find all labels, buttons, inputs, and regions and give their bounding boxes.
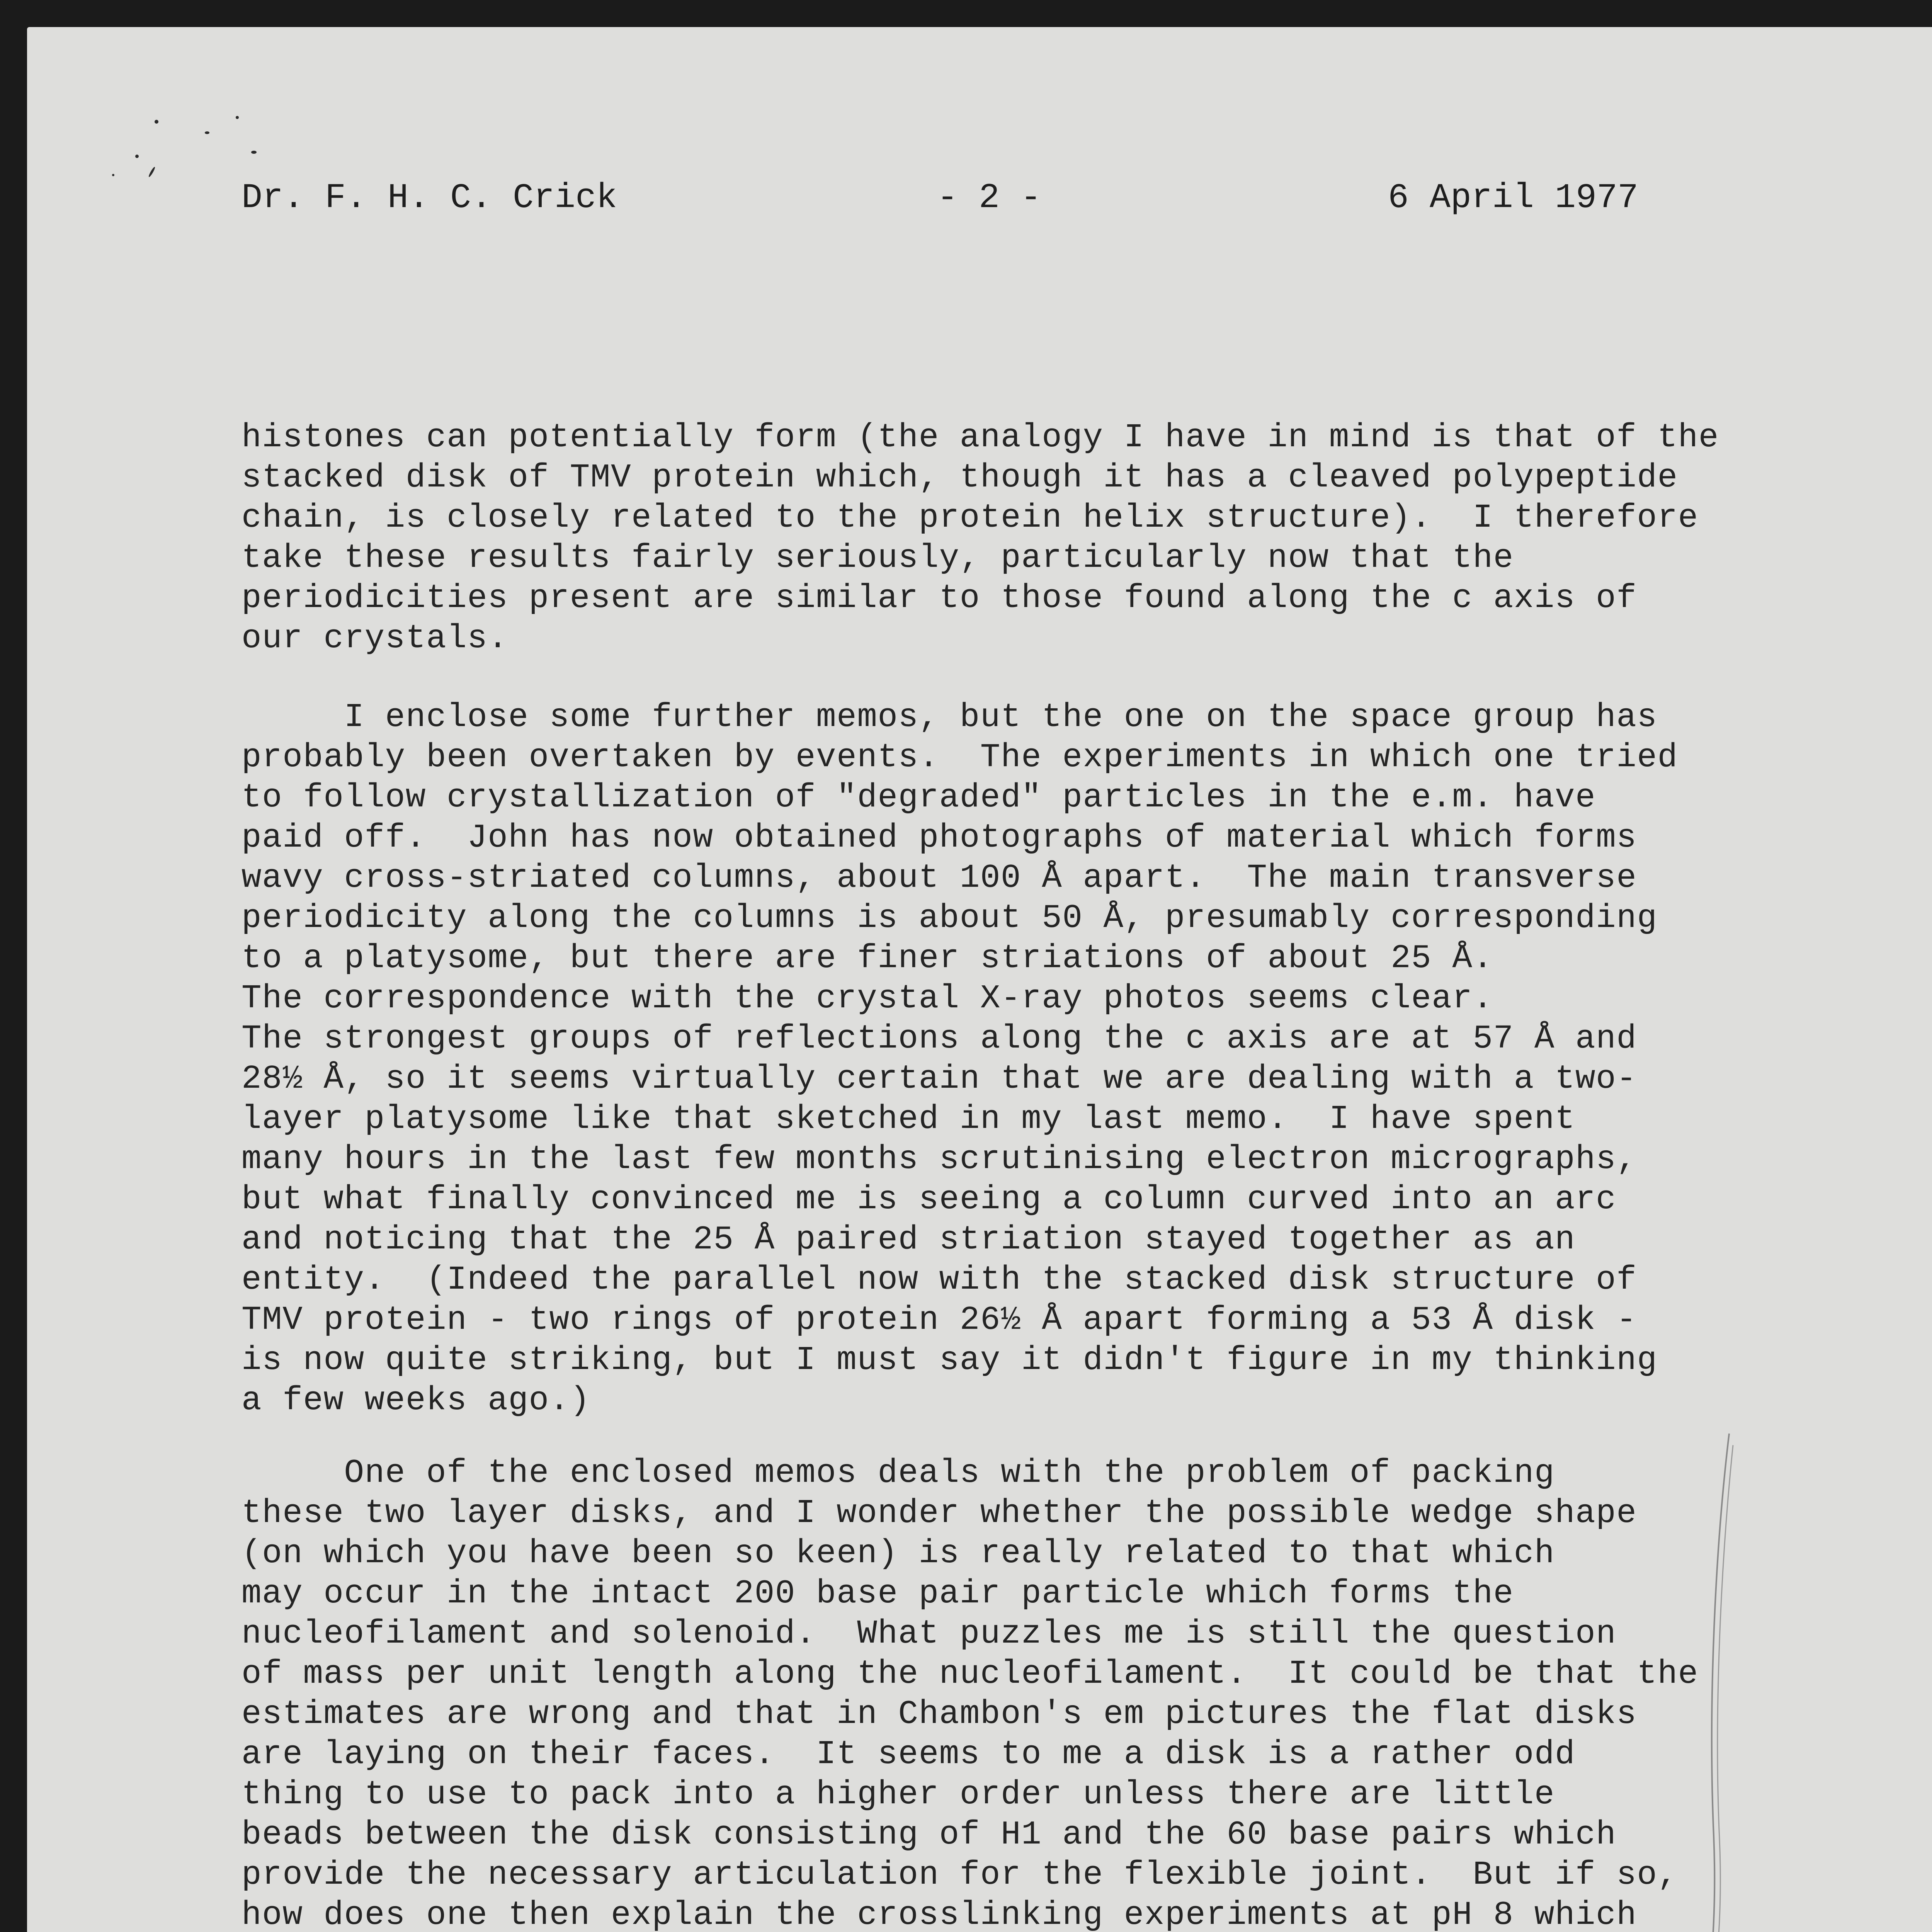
letter-header <box>242 179 1638 221</box>
text-line: periodicity along the columns is about 50 Å, presumably corresponding <box>242 899 1658 937</box>
text-line: provide the necessary articulation for the flexible joint. But if so, <box>242 1856 1678 1894</box>
text-line: The strongest groups of reflections along the c axis are at 57 Å and <box>242 1020 1637 1058</box>
text-line: of mass per unit length along the nucleofilament. It could be that the <box>242 1655 1699 1693</box>
letter-date: 6 April 1977 <box>1388 179 1638 218</box>
text-line: are laying on their faces. It seems to me a disk is a rather odd <box>242 1735 1576 1773</box>
text-line: layer platysome like that sketched in my last memo. I have spent <box>242 1100 1576 1138</box>
text-line: One of the enclosed memos deals with the problem of packing <box>242 1454 1555 1492</box>
text-line: chain, is closely related to the protein helix structure). I therefore <box>242 499 1699 537</box>
text-line: a few weeks ago.) <box>242 1381 590 1419</box>
text-line: histones can potentially form (the analogy I have in mind is that of the <box>242 418 1719 456</box>
text-line: estimates are wrong and that in Chambon's em pictures the flat disks <box>242 1695 1637 1733</box>
text-line: thing to use to pack into a higher order unless there are little <box>242 1776 1555 1813</box>
text-line: may occur in the intact 200 base pair particle which forms the <box>242 1575 1514 1612</box>
text-line: stacked disk of TMV protein which, though it has a cleaved polypeptide <box>242 459 1678 497</box>
text-line: periodicities present are similar to those found along the c axis of <box>242 579 1637 617</box>
text-line: probably been overtaken by events. The experiments in which one tried <box>242 738 1678 776</box>
text-line: and noticing that the 25 Å paired striation stayed together as an <box>242 1221 1576 1259</box>
paragraph-1 <box>242 417 1719 658</box>
text-line: paid off. John has now obtained photographs of material which forms <box>242 819 1637 857</box>
text-line: to a platysome, but there are finer striations of about 25 Å. <box>242 939 1493 977</box>
recipient-name: Dr. F. H. C. Crick <box>242 179 617 218</box>
text-line: these two layer disks, and I wonder whether the possible wedge shape <box>242 1494 1637 1532</box>
paragraph-3 <box>242 1453 1710 1932</box>
text-line: wavy cross-striated columns, about 100 Å apart. The main transverse <box>242 859 1637 897</box>
text-line: how does one then explain the crosslinking experiments at pH 8 which <box>242 1896 1637 1932</box>
paragraph-2 <box>242 697 1710 1420</box>
text-line: The correspondence with the crystal X-ray photos seems clear. <box>242 980 1493 1017</box>
text-line: TMV protein - two rings of protein 26½ Å apart forming a 53 Å disk - <box>242 1301 1637 1339</box>
text-line: entity. (Indeed the parallel now with the stacked disk structure of <box>242 1261 1637 1299</box>
text-line: I enclose some further memos, but the one on the space group has <box>242 698 1658 736</box>
pencil-margin-line <box>1692 1430 1739 1932</box>
text-line: is now quite striking, but I must say it didn't figure in my thinking <box>242 1341 1658 1379</box>
text-line: (on which you have been so keen) is really related to that which <box>242 1534 1555 1572</box>
text-line: 28½ Å, so it seems virtually certain that we are dealing with a two- <box>242 1060 1637 1098</box>
text-line: beads between the disk consisting of H1 and the 60 base pairs which <box>242 1816 1617 1854</box>
text-line: take these results fairly seriously, particularly now that the <box>242 539 1514 577</box>
text-line: to follow crystallization of "degraded" particles in the e.m. have <box>242 779 1596 816</box>
text-line: nucleofilament and solenoid. What puzzles me is still the question <box>242 1615 1617 1653</box>
text-line: many hours in the last few months scrutinising electron micrographs, <box>242 1140 1637 1178</box>
page-number: - 2 - <box>937 179 1042 218</box>
text-line: but what finally convinced me is seeing a column curved into an arc <box>242 1180 1617 1218</box>
text-line: our crystals. <box>242 619 509 657</box>
